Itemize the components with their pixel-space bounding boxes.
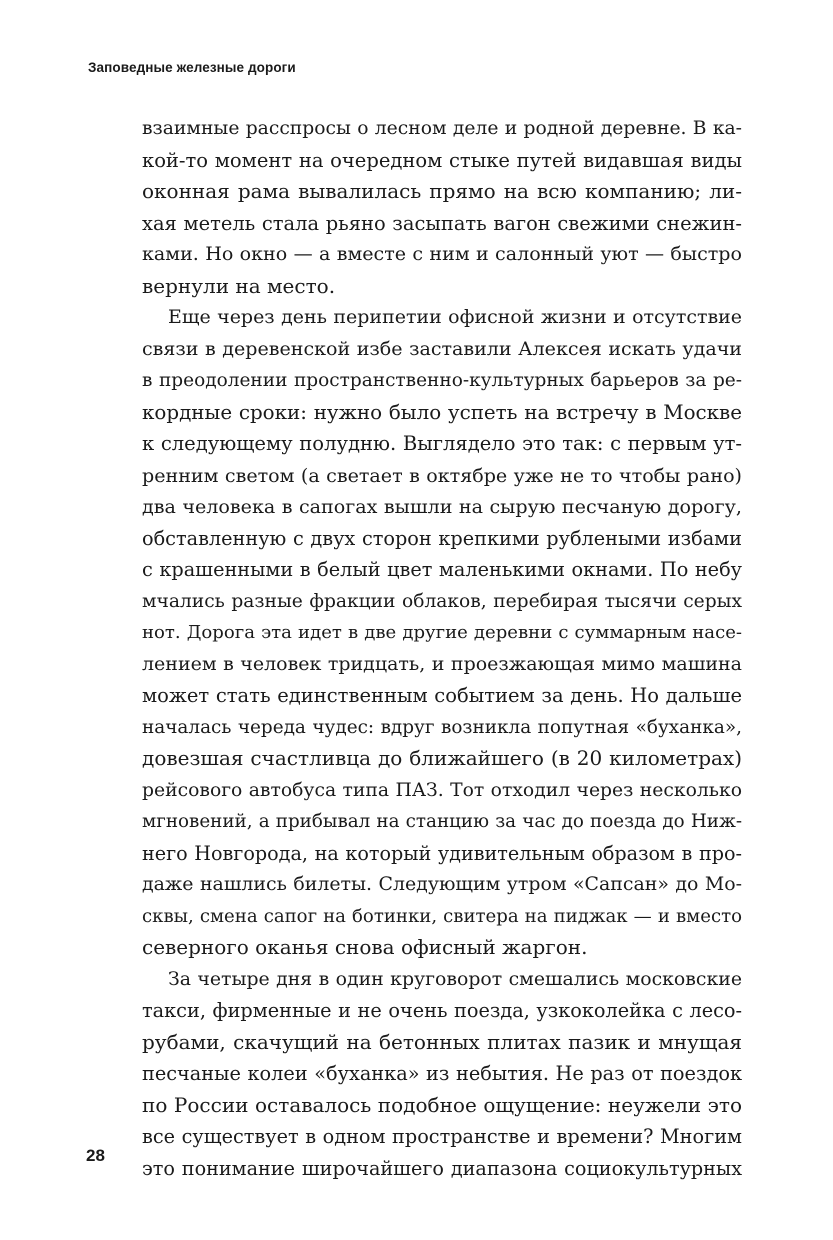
- text-line: с крашенными в белый цвет маленькими окнами. По небу: [142, 558, 742, 581]
- text-line: к следующему полудню. Выглядело это так: с первым ут-: [142, 432, 742, 455]
- text-line: рубами, скачущий на бетонных плитах пазик и мнущая: [142, 1029, 742, 1054]
- page-number: 28: [86, 1146, 105, 1165]
- text-line: обставленную с двух сторон крепкими рублеными избами: [142, 526, 742, 550]
- text-line: кой-то момент на очередном стыке путей видавшая виды: [142, 148, 742, 172]
- text-line: оконная рама вывалилась прямо на всю компанию; ли-: [142, 179, 742, 203]
- text-line: сквы, смена сапог на ботинки, свитера на пиджак — и вместо: [142, 905, 742, 927]
- text-line: него Новгорода, на который удивительным образом в про-: [142, 841, 742, 865]
- text-line: лением в человек тридцать, и проезжающая мимо машина: [142, 652, 742, 675]
- text-line: связи в деревенской избе заставили Алексея искать удачи: [142, 337, 742, 360]
- text-line: довезшая счастливца до ближайшего (в 20 километрах): [142, 746, 742, 770]
- text-line: взаимные расспросы о лесном деле и родной деревне. В ка-: [142, 118, 742, 139]
- text-line: нот. Дорога эта идет в две другие деревни с суммарным насе-: [142, 622, 742, 643]
- text-line: ренним светом (а светает в октябре уже не то чтобы рано): [142, 463, 742, 487]
- text-line: началась череда чудес: вдруг возникла попутная «буханка»,: [142, 716, 742, 738]
- body-text: [142, 113, 742, 1184]
- text-line: мгновений, а прибывал на станцию за час до поезда до Ниж-: [142, 811, 742, 832]
- text-line: рейсового автобуса типа ПАЗ. Тот отходил через несколько: [142, 779, 742, 801]
- text-line: все существует в одном пространстве и времени? Многим: [142, 1125, 742, 1148]
- text-line: два человека в сапогах вышли на сырую песчаную дорогу,: [142, 495, 742, 518]
- text-line: даже нашлись билеты. Следующим утром «Сапсан» до Мо-: [142, 873, 742, 895]
- text-line: кордные сроки: нужно было успеть на встречу в Москве: [142, 400, 742, 424]
- text-line: мчались разные фракции облаков, перебирая тысячи серых: [142, 590, 742, 612]
- running-header: Заповедные железные дороги: [88, 60, 296, 75]
- text-line: северного оканья снова офисный жаргон.: [142, 935, 588, 959]
- text-line: вернули на место.: [142, 273, 336, 298]
- text-line: это понимание широчайшего диапазона социокультурных: [142, 1156, 742, 1180]
- text-line: Еще через день перипетии офисной жизни и отсутствие: [168, 306, 742, 328]
- text-line: За четыре дня в один круговорот смешались московские: [168, 967, 742, 990]
- text-line: песчаные колеи «буханка» из небытия. Не раз от поездок: [142, 1062, 742, 1085]
- text-line: ками. Но окно — а вместе с ним и салонный уют — быстро: [142, 243, 742, 265]
- text-line: хая метель стала рьяно засыпать вагон свежими снежин-: [142, 211, 742, 235]
- text-line: может стать единственным событием за день. Но дальше: [142, 684, 742, 707]
- text-line: в преодолении пространственно-культурных барьеров за ре-: [142, 370, 742, 391]
- text-line: по России оставалось подобное ощущение: неужели это: [142, 1092, 742, 1117]
- text-line: такси, фирменные и не очень поезда, узкоколейка с лесо-: [142, 999, 742, 1022]
